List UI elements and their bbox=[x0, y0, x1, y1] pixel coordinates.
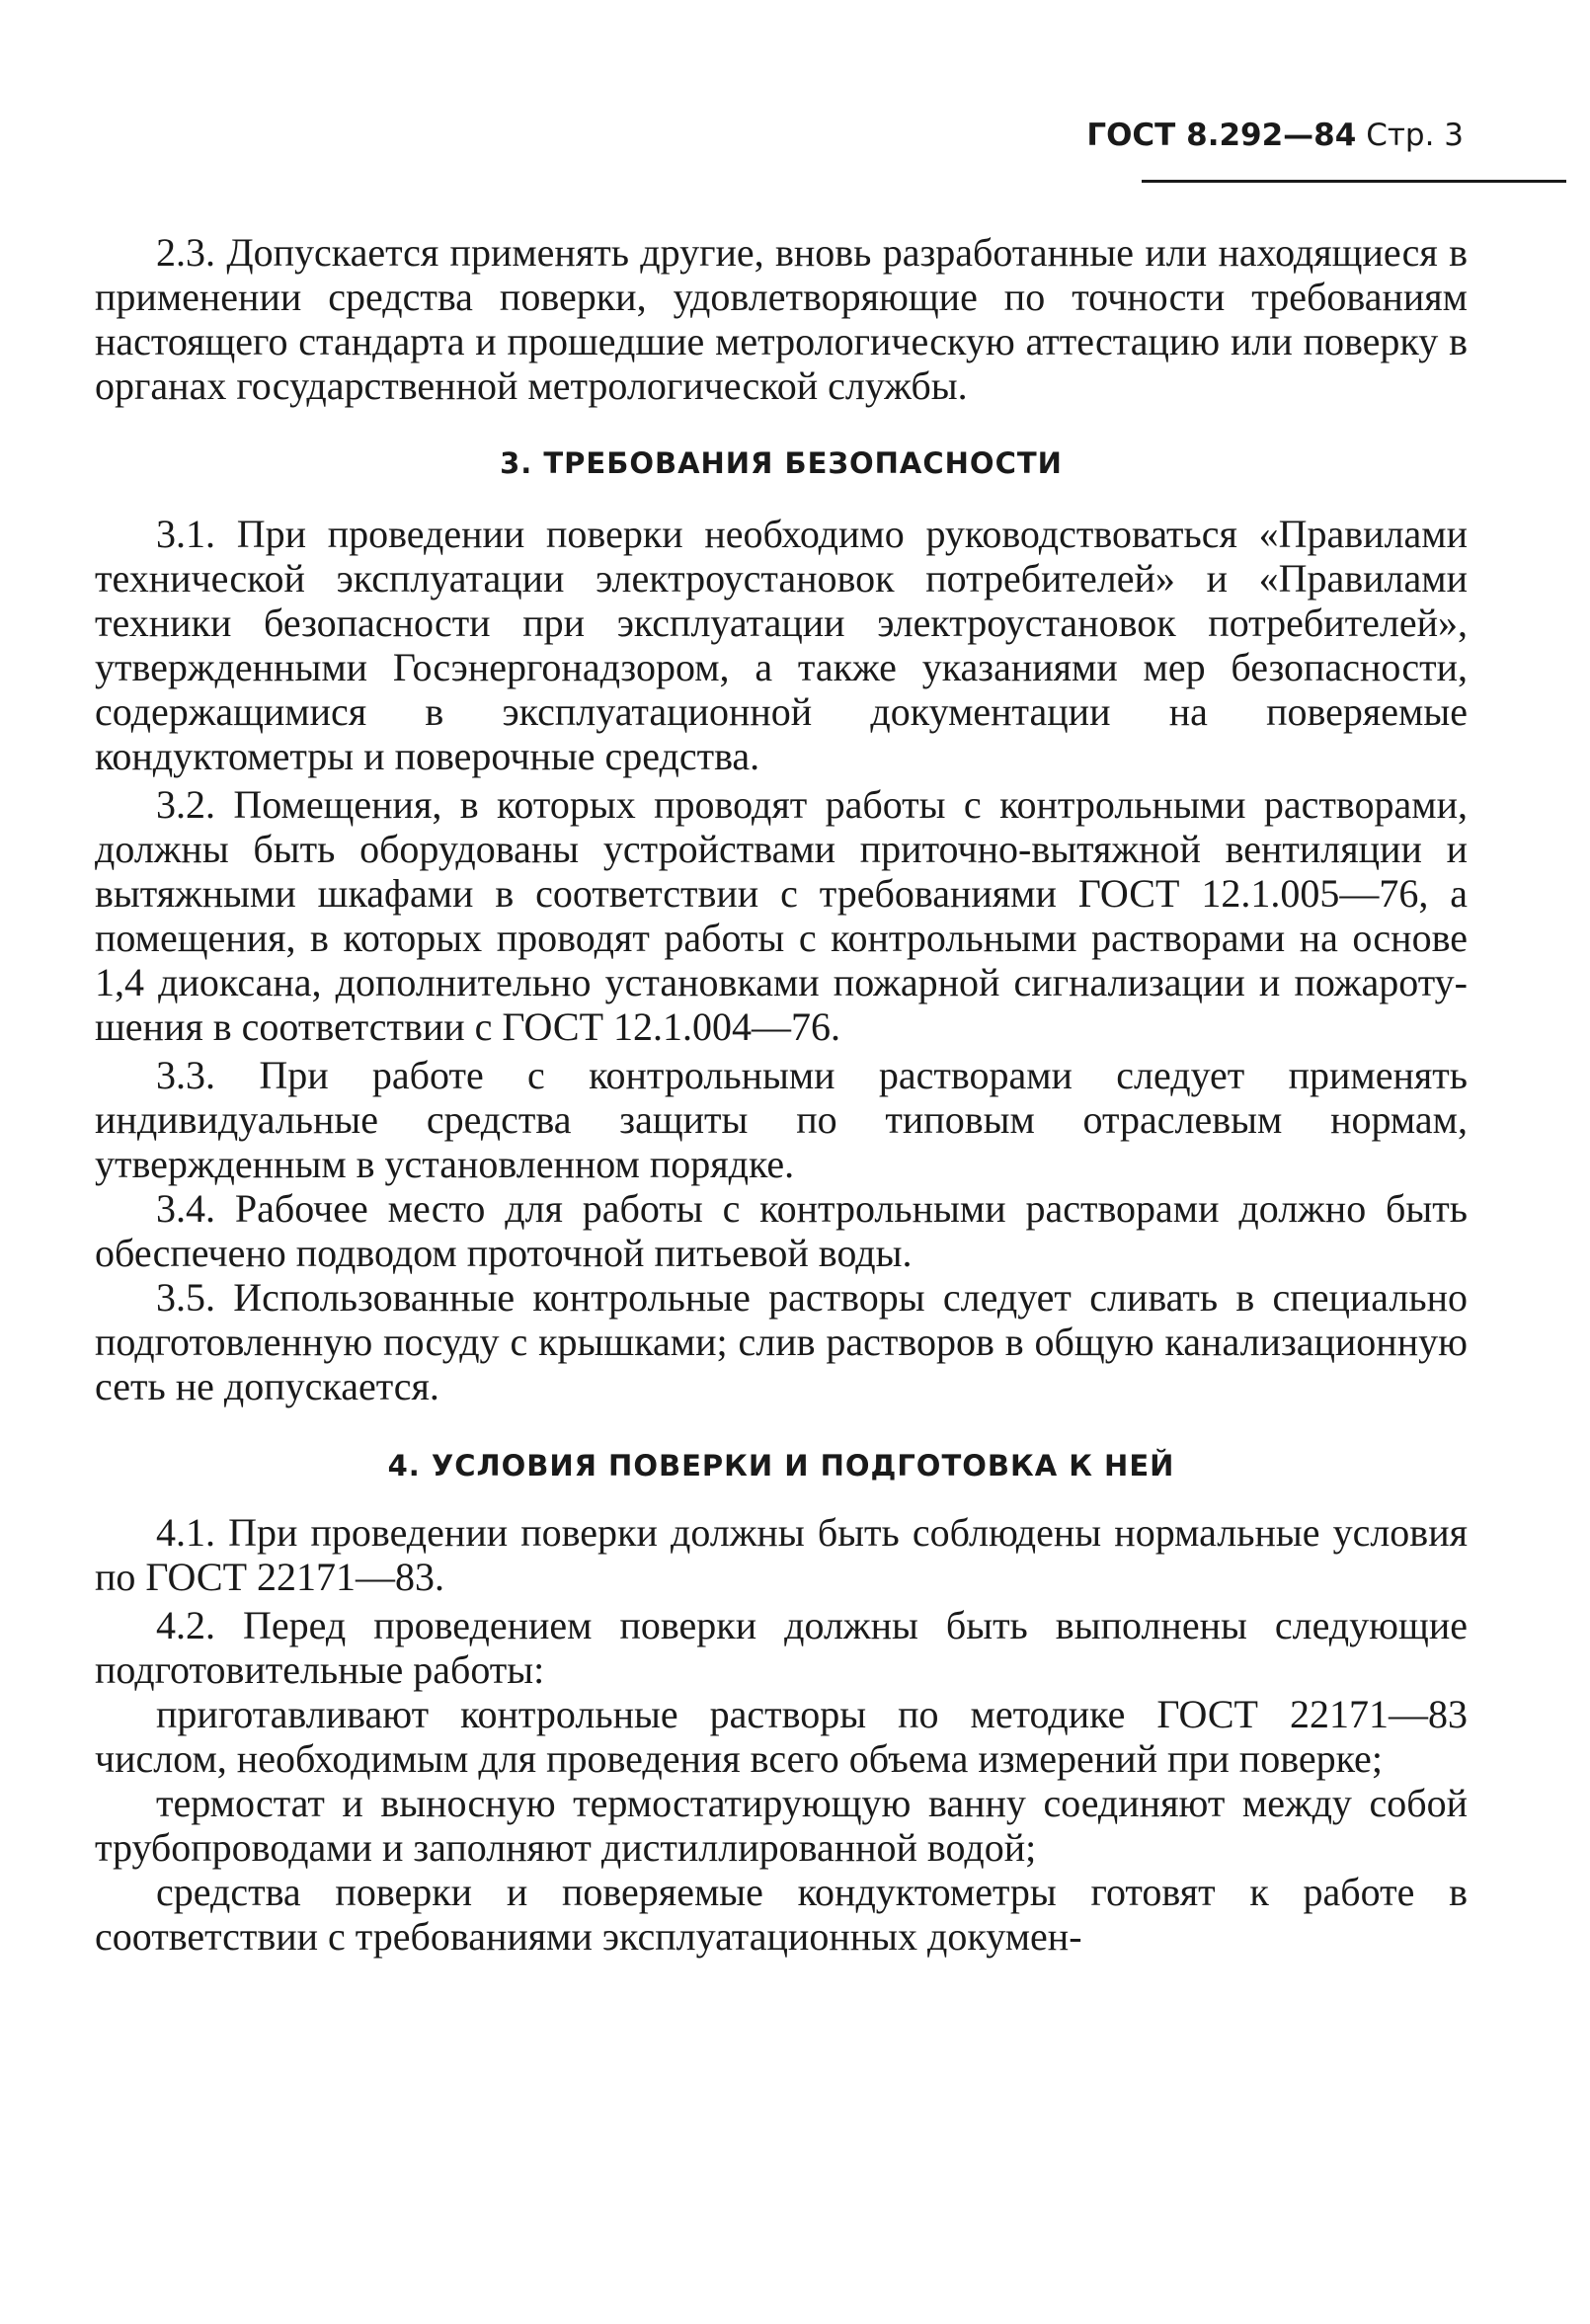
document-page bbox=[95, 117, 1468, 1959]
paragraph-3-2: 3.2. Помещения, в которых проводят работы с контрольными растворами, должны быть оборудованы устройствами приточно-вытяжной вентиляции и вытяжными шкафами в соответствии с требованиями ГОСТ 12.1.005—76, а помещения, в которых проводят работы с контрольными растворами на основе 1,4 диоксана, дополнительно установками пожарной сигнализации и пожаротушения в соответствии с ГОСТ 12.1.004—76. bbox=[95, 782, 1468, 1049]
list-item-4-2-a: приготавливают контрольные растворы по методике ГОСТ 22171—83 числом, необходимым для проведения всего объема измерений при поверке; bbox=[95, 1692, 1468, 1781]
paragraph-4-1: 4.1. При проведении поверки должны быть соблюдены нормальные условия по ГОСТ 22171—83. bbox=[95, 1510, 1468, 1599]
list-item-4-2-c: средства поверки и поверяемые кондуктометры готовят к работе в соответствии с требованиями эксплуатационных докумен- bbox=[95, 1870, 1468, 1959]
document-number: ГОСТ 8.292—84 bbox=[1086, 118, 1357, 153]
section-4-heading: 4. УСЛОВИЯ ПОВЕРКИ И ПОДГОТОВКА К НЕЙ bbox=[387, 1449, 1175, 1483]
page-number: Стр. 3 bbox=[1366, 118, 1464, 153]
list-item-4-2-b: термостат и выносную термостатирующую ванну соединяют между собой трубопроводами и заполняют дистиллированной водой; bbox=[95, 1781, 1468, 1870]
paragraph-4-2: 4.2. Перед проведением поверки должны быть выполнены следующие подготовительные работы: bbox=[95, 1603, 1468, 1692]
page-header bbox=[95, 117, 1468, 154]
paragraph-3-3: 3.3. При работе с контрольными растворами следует применять индивидуальные средства защиты по типовым отраслевым нормам, утвержденным в установленном порядке. bbox=[95, 1053, 1468, 1186]
paragraph-3-4: 3.4. Рабочее место для работы с контрольными растворами должно быть обеспечено подводом проточной питьевой воды. bbox=[95, 1186, 1468, 1275]
section-3-heading: 3. ТРЕБОВАНИЯ БЕЗОПАСНОСТИ bbox=[500, 446, 1063, 480]
document-body bbox=[95, 230, 1468, 1959]
paragraph-3-1: 3.1. При проведении поверки необходимо руководствоваться «Правилами технической эксплуатации электроустановок потребителей» и «Правилами техники безопасности при эксплуатации электроустановок потребителей», утвержденными Госэнергонадзором, а также указаниями мер безопасности, содержащимися в эксплуатационной документации на поверяемые кондуктометры и поверочные средства. bbox=[95, 512, 1468, 778]
paragraph-2-3: 2.3. Допускается применять другие, вновь разработанные или находящиеся в применении средства поверки, удовлетворяющие по точности требованиям настоящего стандарта и прошедшие метрологическую аттестацию или поверку в органах государственной метрологической службы. bbox=[95, 230, 1468, 408]
paragraph-3-5: 3.5. Использованные контрольные растворы следует сливать в специально подготовленную посуду с крышками; слив растворов в общую канализационную сеть не допускается. bbox=[95, 1275, 1468, 1408]
header-divider bbox=[1142, 180, 1566, 183]
